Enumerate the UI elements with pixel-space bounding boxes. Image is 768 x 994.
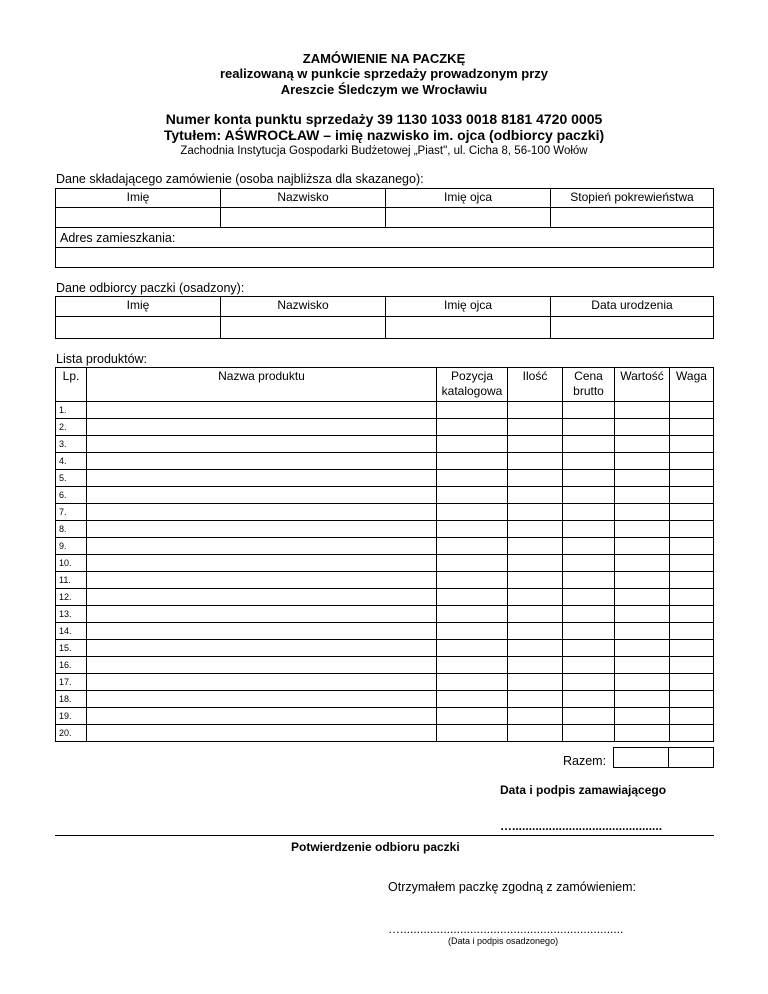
gross-price-field[interactable] <box>563 572 615 589</box>
recipient-col-last-name: Nazwisko <box>221 297 386 317</box>
catalog-position-field[interactable] <box>437 657 508 674</box>
row-number: 15. <box>56 640 87 657</box>
row-number: 4. <box>56 453 87 470</box>
value-field[interactable] <box>615 674 670 691</box>
weight-field[interactable] <box>670 725 714 742</box>
title-line-2: realizowaną w punkcie sprzedaży prowadzonym przy <box>220 66 548 81</box>
recipient-col-father-name: Imię ojca <box>386 297 551 317</box>
row-number: 8. <box>56 521 87 538</box>
table-row <box>56 708 714 725</box>
product-name-field[interactable] <box>87 436 437 453</box>
product-name-field[interactable] <box>87 708 437 725</box>
table-row <box>56 555 714 572</box>
table-row <box>56 589 714 606</box>
catalog-position-field[interactable] <box>437 555 508 572</box>
gross-price-field[interactable] <box>563 640 615 657</box>
gross-price-field[interactable] <box>563 504 615 521</box>
products-section-label: Lista produktów: <box>56 352 148 366</box>
quantity-field[interactable] <box>508 657 563 674</box>
weight-field[interactable] <box>670 555 714 572</box>
recipient-table <box>55 296 714 339</box>
weight-field[interactable] <box>670 470 714 487</box>
recipient-col-first-name: Imię <box>56 297 221 317</box>
orderer-section-label: Dane składającego zamówienie (osoba najbliższa dla skazanego): <box>56 172 424 186</box>
value-field[interactable] <box>615 521 670 538</box>
gross-price-field[interactable] <box>563 436 615 453</box>
quantity-field[interactable] <box>508 419 563 436</box>
weight-field[interactable] <box>670 623 714 640</box>
recipient-last-name-field[interactable] <box>221 317 386 339</box>
product-name-field[interactable] <box>87 674 437 691</box>
catalog-position-field[interactable] <box>437 470 508 487</box>
table-row <box>56 725 714 742</box>
catalog-position-field[interactable] <box>437 419 508 436</box>
catalog-position-field[interactable] <box>437 402 508 419</box>
value-field[interactable] <box>615 572 670 589</box>
gross-price-field[interactable] <box>563 725 615 742</box>
title-line-3: Areszcie Śledczym we Wrocławiu <box>280 82 488 97</box>
catalog-position-field[interactable] <box>437 640 508 657</box>
gross-price-field[interactable] <box>563 521 615 538</box>
value-field[interactable] <box>615 657 670 674</box>
row-number: 3. <box>56 436 87 453</box>
recipient-signature-caption: (Data i podpis osadzonego) <box>448 936 559 946</box>
table-row <box>56 487 714 504</box>
confirmation-title: Potwierdzenie odbioru paczki <box>291 840 460 854</box>
value-field[interactable] <box>615 487 670 504</box>
product-name-field[interactable] <box>87 453 437 470</box>
orderer-father-name-field[interactable] <box>386 208 551 228</box>
value-field[interactable] <box>615 623 670 640</box>
table-row <box>56 657 714 674</box>
row-number: 6. <box>56 487 87 504</box>
weight-field[interactable] <box>670 572 714 589</box>
col-gross-price: Cena brutto <box>563 368 615 402</box>
value-field[interactable] <box>615 555 670 572</box>
catalog-position-field[interactable] <box>437 572 508 589</box>
orderer-signature-line[interactable]: …............................................. <box>500 819 663 833</box>
row-number: 9. <box>56 538 87 555</box>
product-name-field[interactable] <box>87 657 437 674</box>
value-field[interactable] <box>615 470 670 487</box>
section-divider <box>55 835 714 836</box>
catalog-position-field[interactable] <box>437 504 508 521</box>
quantity-field[interactable] <box>508 521 563 538</box>
gross-price-field[interactable] <box>563 589 615 606</box>
quantity-field[interactable] <box>508 674 563 691</box>
row-number: 2. <box>56 419 87 436</box>
row-number: 16. <box>56 657 87 674</box>
product-name-field[interactable] <box>87 572 437 589</box>
value-field[interactable] <box>615 691 670 708</box>
value-field[interactable] <box>615 708 670 725</box>
product-name-field[interactable] <box>87 402 437 419</box>
quantity-field[interactable] <box>508 606 563 623</box>
product-name-field[interactable] <box>87 521 437 538</box>
table-row <box>56 470 714 487</box>
page-title: ZAMÓWIENIE NA PACZKĘ <box>302 51 466 66</box>
product-name-field[interactable] <box>87 691 437 708</box>
row-number: 12. <box>56 589 87 606</box>
table-row <box>56 572 714 589</box>
value-field[interactable] <box>615 419 670 436</box>
weight-field[interactable] <box>670 606 714 623</box>
weight-field[interactable] <box>670 640 714 657</box>
product-name-field[interactable] <box>87 606 437 623</box>
orderer-col-father-name: Imię ojca <box>386 189 551 208</box>
product-name-field[interactable] <box>87 504 437 521</box>
product-name-field[interactable] <box>87 419 437 436</box>
quantity-field[interactable] <box>508 504 563 521</box>
table-row <box>56 436 714 453</box>
account-number: Numer konta punktu sprzedaży 39 1130 1033 0018 8181 4720 0005 <box>165 111 603 127</box>
address-label: Adres zamieszkania: <box>56 228 714 248</box>
product-name-field[interactable] <box>87 623 437 640</box>
catalog-position-field[interactable] <box>437 623 508 640</box>
value-field[interactable] <box>615 538 670 555</box>
weight-field[interactable] <box>670 538 714 555</box>
value-field[interactable] <box>615 589 670 606</box>
row-number: 18. <box>56 691 87 708</box>
weight-field[interactable] <box>670 419 714 436</box>
weight-field[interactable] <box>670 708 714 725</box>
gross-price-field[interactable] <box>563 453 615 470</box>
catalog-position-field[interactable] <box>437 453 508 470</box>
weight-field[interactable] <box>670 453 714 470</box>
table-row <box>56 453 714 470</box>
gross-price-field[interactable] <box>563 708 615 725</box>
weight-field[interactable] <box>670 504 714 521</box>
weight-field[interactable] <box>670 402 714 419</box>
recipient-birth-date-field[interactable] <box>551 317 714 339</box>
catalog-position-field[interactable] <box>437 606 508 623</box>
address-field[interactable] <box>56 248 714 268</box>
value-field[interactable] <box>615 725 670 742</box>
row-number: 14. <box>56 623 87 640</box>
value-field[interactable] <box>615 640 670 657</box>
catalog-position-field[interactable] <box>437 708 508 725</box>
catalog-position-field[interactable] <box>437 725 508 742</box>
value-field[interactable] <box>615 504 670 521</box>
orderer-relationship-field[interactable] <box>551 208 714 228</box>
quantity-field[interactable] <box>508 402 563 419</box>
col-product-name: Nazwa produktu <box>87 368 437 402</box>
row-number: 20. <box>56 725 87 742</box>
gross-price-field[interactable] <box>563 470 615 487</box>
catalog-position-field[interactable] <box>437 674 508 691</box>
weight-field[interactable] <box>670 657 714 674</box>
orderer-last-name-field[interactable] <box>221 208 386 228</box>
row-number: 13. <box>56 606 87 623</box>
table-row <box>56 538 714 555</box>
row-number: 17. <box>56 674 87 691</box>
weight-field[interactable] <box>670 589 714 606</box>
value-field[interactable] <box>615 606 670 623</box>
quantity-field[interactable] <box>508 487 563 504</box>
gross-price-field[interactable] <box>563 555 615 572</box>
value-field[interactable] <box>615 436 670 453</box>
value-field[interactable] <box>615 402 670 419</box>
weight-field[interactable] <box>670 674 714 691</box>
quantity-field[interactable] <box>508 538 563 555</box>
recipient-father-name-field[interactable] <box>386 317 551 339</box>
gross-price-field[interactable] <box>563 402 615 419</box>
weight-field[interactable] <box>670 487 714 504</box>
catalog-position-field[interactable] <box>437 521 508 538</box>
product-name-field[interactable] <box>87 555 437 572</box>
orderer-col-last-name: Nazwisko <box>221 189 386 208</box>
col-lp: Lp. <box>56 368 87 402</box>
quantity-field[interactable] <box>508 436 563 453</box>
table-row <box>56 640 714 657</box>
gross-price-field[interactable] <box>563 657 615 674</box>
table-row <box>56 521 714 538</box>
col-value: Wartość <box>615 368 670 402</box>
product-name-field[interactable] <box>87 538 437 555</box>
weight-field[interactable] <box>670 521 714 538</box>
row-number: 10. <box>56 555 87 572</box>
transfer-title: Tytułem: AŚWROCŁAW – imię nazwisko im. ojca (odbiorcy paczki) <box>163 127 605 143</box>
institution-address: Zachodnia Instytucja Gospodarki Budżetowej „Piast", ul. Cicha 8, 56-100 Wołów <box>180 145 588 157</box>
row-number: 11. <box>56 572 87 589</box>
product-name-field[interactable] <box>87 725 437 742</box>
catalog-position-field[interactable] <box>437 538 508 555</box>
recipient-section-label: Dane odbiorcy paczki (osadzony): <box>56 281 245 295</box>
product-name-field[interactable] <box>87 589 437 606</box>
total-value-field[interactable] <box>614 748 669 768</box>
catalog-position-field[interactable] <box>437 691 508 708</box>
total-label: Razem: <box>563 754 607 768</box>
table-row <box>56 674 714 691</box>
quantity-field[interactable] <box>508 555 563 572</box>
col-quantity: Ilość <box>508 368 563 402</box>
table-row <box>56 419 714 436</box>
gross-price-field[interactable] <box>563 538 615 555</box>
quantity-field[interactable] <box>508 453 563 470</box>
orderer-table <box>55 188 714 268</box>
table-row <box>56 402 714 419</box>
catalog-position-field[interactable] <box>437 487 508 504</box>
quantity-field[interactable] <box>508 725 563 742</box>
product-name-field[interactable] <box>87 487 437 504</box>
col-weight: Waga <box>670 368 714 402</box>
row-number: 19. <box>56 708 87 725</box>
orderer-signature-label: Data i podpis zamawiającego <box>500 783 667 797</box>
recipient-signature-line[interactable]: …................................................................... <box>388 922 624 936</box>
orderer-first-name-field[interactable] <box>56 208 221 228</box>
total-weight-field[interactable] <box>669 748 714 768</box>
value-field[interactable] <box>615 453 670 470</box>
product-name-field[interactable] <box>87 640 437 657</box>
table-row <box>56 504 714 521</box>
gross-price-field[interactable] <box>563 606 615 623</box>
products-table <box>55 367 714 742</box>
weight-field[interactable] <box>670 436 714 453</box>
catalog-position-field[interactable] <box>437 589 508 606</box>
recipient-first-name-field[interactable] <box>56 317 221 339</box>
orderer-col-first-name: Imię <box>56 189 221 208</box>
total-row <box>613 747 714 768</box>
gross-price-field[interactable] <box>563 419 615 436</box>
table-row <box>56 623 714 640</box>
quantity-field[interactable] <box>508 708 563 725</box>
recipient-col-birth-date: Data urodzenia <box>551 297 714 317</box>
table-row <box>56 691 714 708</box>
gross-price-field[interactable] <box>563 674 615 691</box>
gross-price-field[interactable] <box>563 487 615 504</box>
gross-price-field[interactable] <box>563 691 615 708</box>
row-number: 7. <box>56 504 87 521</box>
quantity-field[interactable] <box>508 470 563 487</box>
catalog-position-field[interactable] <box>437 436 508 453</box>
table-row <box>56 606 714 623</box>
row-number: 5. <box>56 470 87 487</box>
col-catalog-position: Pozycja katalogowa <box>437 368 508 402</box>
gross-price-field[interactable] <box>563 623 615 640</box>
quantity-field[interactable] <box>508 572 563 589</box>
orderer-col-relationship: Stopień pokrewieństwa <box>551 189 714 208</box>
quantity-field[interactable] <box>508 691 563 708</box>
confirmation-statement: Otrzymałem paczkę zgodną z zamówieniem: <box>388 880 637 894</box>
quantity-field[interactable] <box>508 589 563 606</box>
quantity-field[interactable] <box>508 640 563 657</box>
product-name-field[interactable] <box>87 470 437 487</box>
row-number: 1. <box>56 402 87 419</box>
quantity-field[interactable] <box>508 623 563 640</box>
weight-field[interactable] <box>670 691 714 708</box>
